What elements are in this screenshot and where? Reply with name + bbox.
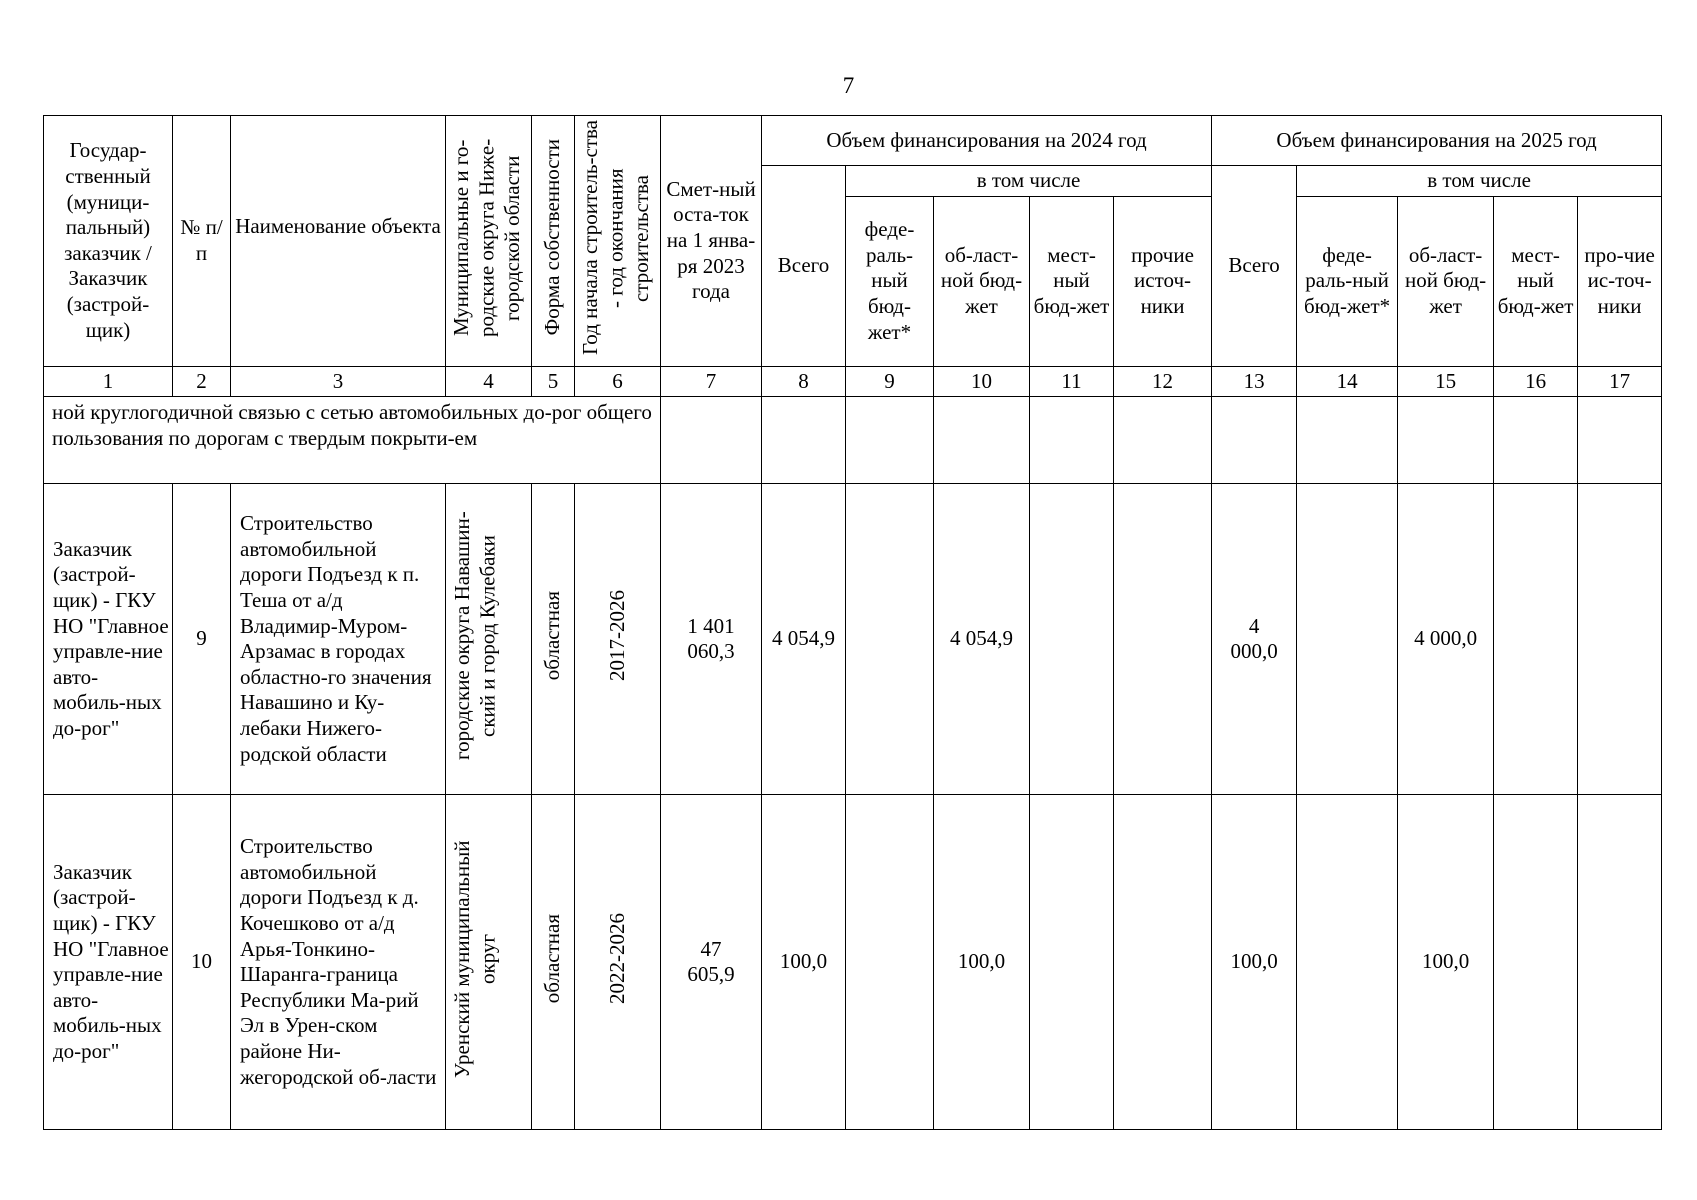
other-2025-cell [1578,795,1662,1130]
federal-2025-cell [1297,795,1398,1130]
header-other-2024: прочие источ-ники [1114,196,1212,366]
object-cell: Строительство автомобильной дороги Подъезд к д. Кочешково от а/д Арья-Тонкино-Шаранга-граница Республики Ма-рий Эл в Урен-ском районе Ни-жегородской об-ласти [231,795,446,1130]
regional-2024-cell: 100,0 [934,795,1030,1130]
total-2025-cell: 100,0 [1212,795,1297,1130]
column-number: 1 [44,366,173,397]
column-number: 6 [575,366,661,397]
table-row [44,484,1662,795]
header-num: № п/п [173,116,231,367]
regional-2025-cell: 100,0 [1398,795,1494,1130]
ownership-text: областная [540,591,565,681]
table-cell [1398,397,1494,484]
page-number: 7 [842,73,855,98]
table-cell [1212,397,1297,484]
other-2024-cell [1114,484,1212,795]
other-2024-cell [1114,795,1212,1130]
federal-2024-cell [846,795,934,1130]
federal-2025-cell [1297,484,1398,795]
local-2024-cell [1030,795,1114,1130]
header-object-name: Наименование объекта [231,116,446,367]
ownership-cell [532,484,575,795]
total-2024-cell: 4 054,9 [762,484,846,795]
header-balance: Смет-ный оста-ток на 1 янва-ря 2023 года [661,116,762,367]
header-regional-2024: об-ласт-ной бюд-жет [934,196,1030,366]
municipality-cell [446,795,532,1130]
financing-table [43,115,1662,1130]
header-municipality-text: Муниципальные и го-родские округа Нижe-городской области [449,138,525,337]
header-including-2024: в том числе [846,166,1212,197]
row-number-cell: 10 [173,795,231,1130]
table-row [44,795,1662,1130]
column-number: 2 [173,366,231,397]
table-cell [1114,397,1212,484]
municipality-text: городские округа Навашин-ский и город Кулебаки [449,511,500,761]
years-text: 2022-2026 [604,913,629,1005]
regional-2024-cell: 4 054,9 [934,484,1030,795]
row-number-cell: 9 [173,484,231,795]
header-municipality [446,116,532,367]
header-local-2024: мест-ный бюд-жет [1030,196,1114,366]
header-federal-2025: феде-раль-ный бюд-жет* [1297,196,1398,366]
header-ownership-text: Форма собственности [540,139,565,336]
table-cell [1494,397,1578,484]
table-cell [1030,397,1114,484]
header-funding-2025: Объем финансирования на 2025 год [1212,116,1662,166]
municipality-cell [446,484,532,795]
years-cell [575,484,661,795]
column-number: 11 [1030,366,1114,397]
header-local-2025: мест-ный бюд-жет [1494,196,1578,366]
column-number: 4 [446,366,532,397]
column-number: 8 [762,366,846,397]
years-cell [575,795,661,1130]
column-number: 9 [846,366,934,397]
local-2024-cell [1030,484,1114,795]
customer-cell: Заказчик (застрой-щик) - ГКУ НО "Главное управле-ние авто-мобиль-ных до-рог" [44,484,173,795]
continuation-text: ной круглогодичной связью с сетью автомобильных до-рог общего пользования по дорогам с твердым покрыти-ем [44,397,661,484]
column-number: 3 [231,366,446,397]
total-2025-cell: 4 000,0 [1212,484,1297,795]
header-customer: Государ-ственный (муници-пальный) заказчик / Заказчик (застрой-щик) [44,116,173,367]
column-number: 12 [1114,366,1212,397]
header-federal-2024: феде-раль-ный бюд-жет* [846,196,934,366]
table-cell [1578,397,1662,484]
balance-cell: 1 401 060,3 [661,484,762,795]
header-other-2025: про-чие ис-точ-ники [1578,196,1662,366]
column-number: 7 [661,366,762,397]
column-number-row [44,366,1662,397]
column-number: 5 [532,366,575,397]
header-total-2024: Всего [762,166,846,367]
header-row-top [44,116,1662,166]
local-2025-cell [1494,795,1578,1130]
header-ownership [532,116,575,367]
total-2024-cell: 100,0 [762,795,846,1130]
continuation-row [44,397,1662,484]
header-years [575,116,661,367]
header-including-2025: в том числе [1297,166,1662,197]
customer-cell: Заказчик (застрой-щик) - ГКУ НО "Главное управле-ние авто-мобиль-ных до-рог" [44,795,173,1130]
table-cell [846,397,934,484]
table-cell [934,397,1030,484]
municipality-text: Уренский муниципальный округ [449,840,500,1078]
federal-2024-cell [846,484,934,795]
column-number: 10 [934,366,1030,397]
column-number: 15 [1398,366,1494,397]
column-number: 14 [1297,366,1398,397]
header-years-text: Год начала строитель-ства - год окончания строительства [578,120,654,355]
object-cell: Строительство автомобильной дороги Подъезд к п. Теша от а/д Владимир-Муром-Арзамас в городах областно-го значения Навашино и Ку-лебаки Нижего-родской области [231,484,446,795]
column-number: 13 [1212,366,1297,397]
table-cell [762,397,846,484]
header-total-2025: Всего [1212,166,1297,367]
column-number: 17 [1578,366,1662,397]
ownership-text: областная [540,914,565,1004]
header-regional-2025: об-ласт-ной бюд-жет [1398,196,1494,366]
regional-2025-cell: 4 000,0 [1398,484,1494,795]
local-2025-cell [1494,484,1578,795]
header-funding-2024: Объем финансирования на 2024 год [762,116,1212,166]
years-text: 2017-2026 [604,590,629,682]
balance-cell: 47 605,9 [661,795,762,1130]
table-cell [661,397,762,484]
other-2025-cell [1578,484,1662,795]
ownership-cell [532,795,575,1130]
column-number: 16 [1494,366,1578,397]
table-cell [1297,397,1398,484]
